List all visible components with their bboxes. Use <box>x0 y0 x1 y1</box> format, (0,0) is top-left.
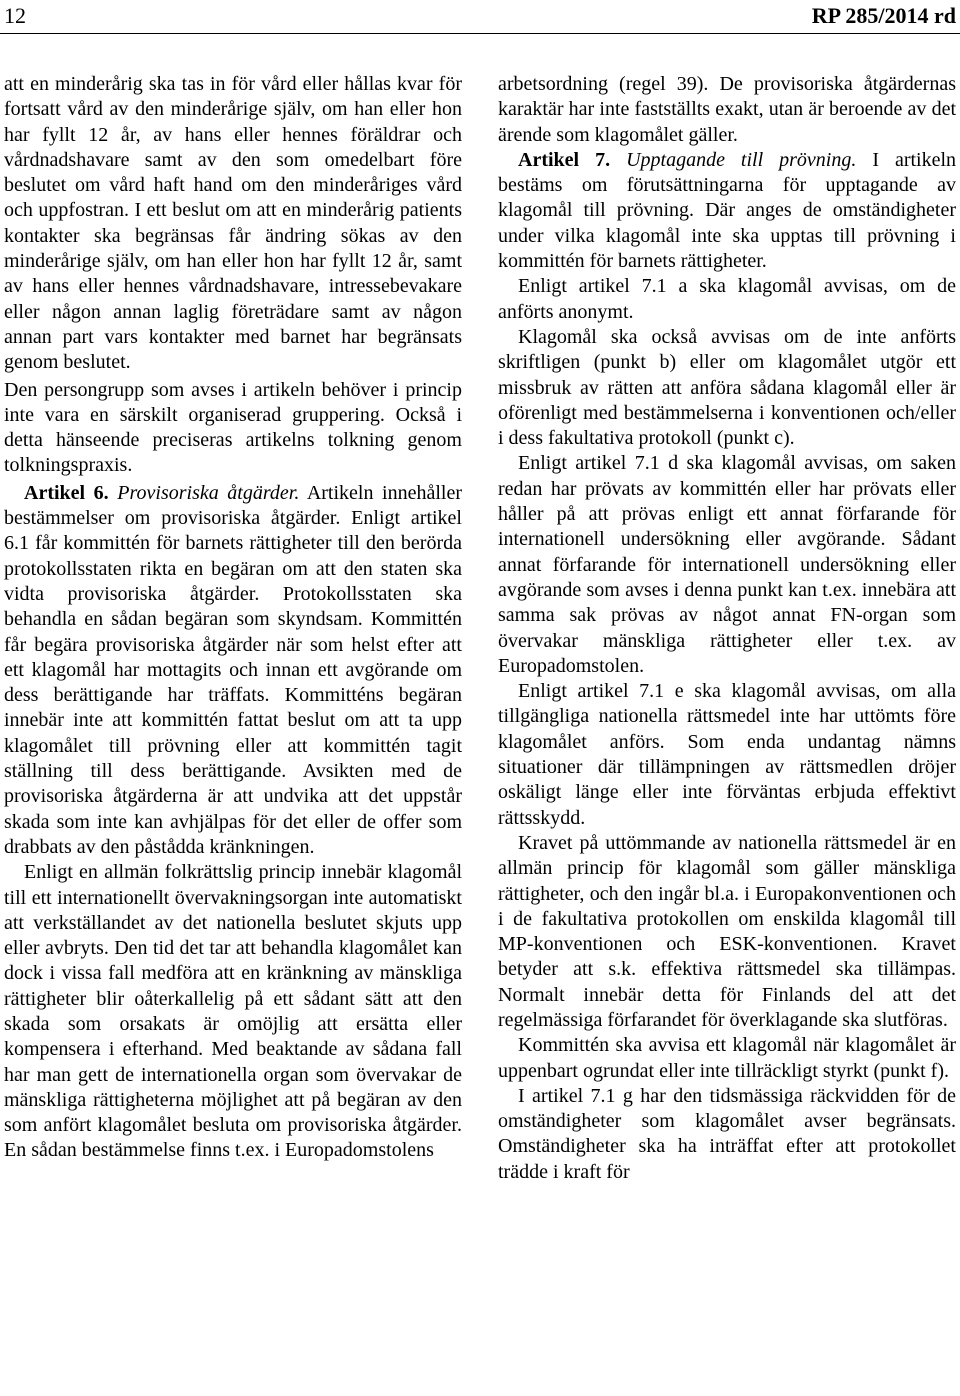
right-column <box>498 72 956 1185</box>
document-id: RP 285/2014 rd <box>811 3 956 28</box>
article-title: Provisoriska åtgärder. <box>117 481 300 504</box>
left-column <box>4 72 462 1164</box>
article-paragraph <box>4 481 462 860</box>
article-label: Artikel 6. <box>24 481 109 504</box>
article-title: Upptagande till prövning. <box>626 148 857 171</box>
page-number: 12 <box>4 3 26 28</box>
paragraph: Enligt artikel 7.1 e ska klagomål avvisas, om alla tillgängliga nationella rättsmedel inte har uttömts före klagomålet anförs. Som enda undantag nämns situationer där tillämpningen av rättsmedlen dröjer oskäligt länge eller inte förväntas erbjuda effektivt rättsskydd. <box>498 680 956 829</box>
article-text: I artikeln bestäms om förutsättningarna för upptagande av klagomål till prövning. Där anges de omständigheter under vilka klagomål inte ska upptas till prövning i kommittén för barnets rättigheter. <box>498 148 957 273</box>
paragraph: Enligt artikel 7.1 a ska klagomål avvisas, om de anförts anonymt. <box>498 275 956 323</box>
header-rule <box>0 33 960 34</box>
article-text: Artikeln innehåller bestämmelser om provisoriska åtgärder. Enligt artikel 6.1 får kommittén för barnets rättigheter till den berörda protokollsstaten rikta en begäran om att den staten ska vidta provisoriska åtgärder. Protokollsstaten ska behandla en sådan begäran som skyndsam. Kommittén får begära provisoriska åtgärder när som helst efter att ett klagomål har mottagits och innan ett avgörande om dess berättigande har träffats. Kommitténs begäran innebär inte att kommittén fattat beslut om att ta upp klagomålet till prövning eller att kommittén tagit ställning till dess berättigande. Avsikten med de provisoriska åtgärderna är att undvika att det uppstår skada som inte kan avhjälpas för det eller de offer som drabbats av den påstådda kränkningen. <box>4 481 462 858</box>
paragraph: I artikel 7.1 g har den tidsmässiga räckvidden för de omständigheter som klagomålet avser begränsats. Omständigheter ska ha inträffat efter att protokollet trädde i kraft för <box>498 1084 956 1183</box>
paragraph: Enligt en allmän folkrättslig princip innebär klagomål till ett internationellt övervakningsorgan inte automatiskt att verkställandet av det nationella beslutet skjuts upp eller avbryts. Den tid det tar att behandla klagomålet kan dock i vissa fall medföra att en kränkning av mänskliga rättigheter blir oåterkallelig på ett sådant sätt att den skada som orsakats är omöjlig att ersätta eller kompensera i efterhand. Med beaktande av sådana fall har man gett de internationella organ som övervakar de mänskliga rättigheterna möjlighet att på begäran av den som anfört klagomålet besluta om provisoriska åtgärder. En sådan bestämmelse finns t.ex. i Europadomstolens <box>4 861 462 1162</box>
paragraph: Klagomål ska också avvisas om de inte anförts skriftligen (punkt b) eller om klagomålet utgör ett missbruk av rätten att anföra sådana klagomål eller är oförenligt med bestämmelserna i konventionen och/eller i dess fakultativa protokoll (punkt c). <box>498 325 956 450</box>
paragraph: Kravet på uttömmande av nationella rättsmedel är en allmän princip för klagomål som gäller mänskliga rättigheter, och den ingår bl.a. i Europakonventionen och i de fakultativa protokollen om enskilda klagomål till MP-konventionen och ESK-konventionen. Kravet betyder att s.k. effektiva rättsmedel ska tillämpas. Normalt innebär detta för Finlands del att det regelmässiga förfarandet för överklagande ska slutföras. <box>498 831 956 1031</box>
paragraph: Kommittén ska avvisa ett klagomål när klagomålet är uppenbart ogrundat eller inte tillräckligt styrkt (punkt f). <box>498 1034 956 1082</box>
page-header <box>0 0 960 36</box>
paragraph: att en minderårig ska tas in för vård eller hållas kvar för fortsatt vård av den minderårige själv, om han eller hon har fyllt 12 år, av hans eller hennes föräldrar och vårdnadshavare samt av den som omedelbart före beslutet om vård haft hand om den minderåriges vård och uppfostran. I ett beslut om att en minderårig patients kontakter ska begränsas får ändring sökas av den minderårige själv, om han eller hon har fyllt 12 år, samt av hans eller hennes vårdnadshavare, intressebevakare eller någon annan laglig företrädare samt av någon annan part vars kontakter med barnet har begränsats genom beslutet. <box>4 73 462 374</box>
paragraph: Enligt artikel 7.1 d ska klagomål avvisas, om saken redan har prövats av kommittén eller har prövats eller håller på att prövas enligt ett annat förfarande för internationell undersökning eller avgörande. Sådant annat förfarande för internationell undersökning eller avgörande som avses i denna punkt kan t.ex. innebära att samma sak prövas av något annat FN-organ som övervakar mänskliga rättigheter eller t.ex. av Europadomstolen. <box>498 452 956 677</box>
article-label: Artikel 7. <box>518 148 611 171</box>
paragraph: arbetsordning (regel 39). De provisoriska åtgärdernas karaktär har inte fastställts exakt, utan är beroende av det ärende som klagomålet gäller. <box>498 73 956 146</box>
article-paragraph <box>498 148 956 274</box>
paragraph: Den persongrupp som avses i artikeln behöver i princip inte vara en särskilt organiserad gruppering. Också i detta hänseende preciseras artikelns tolkning genom tolkningspraxis. <box>4 378 462 477</box>
